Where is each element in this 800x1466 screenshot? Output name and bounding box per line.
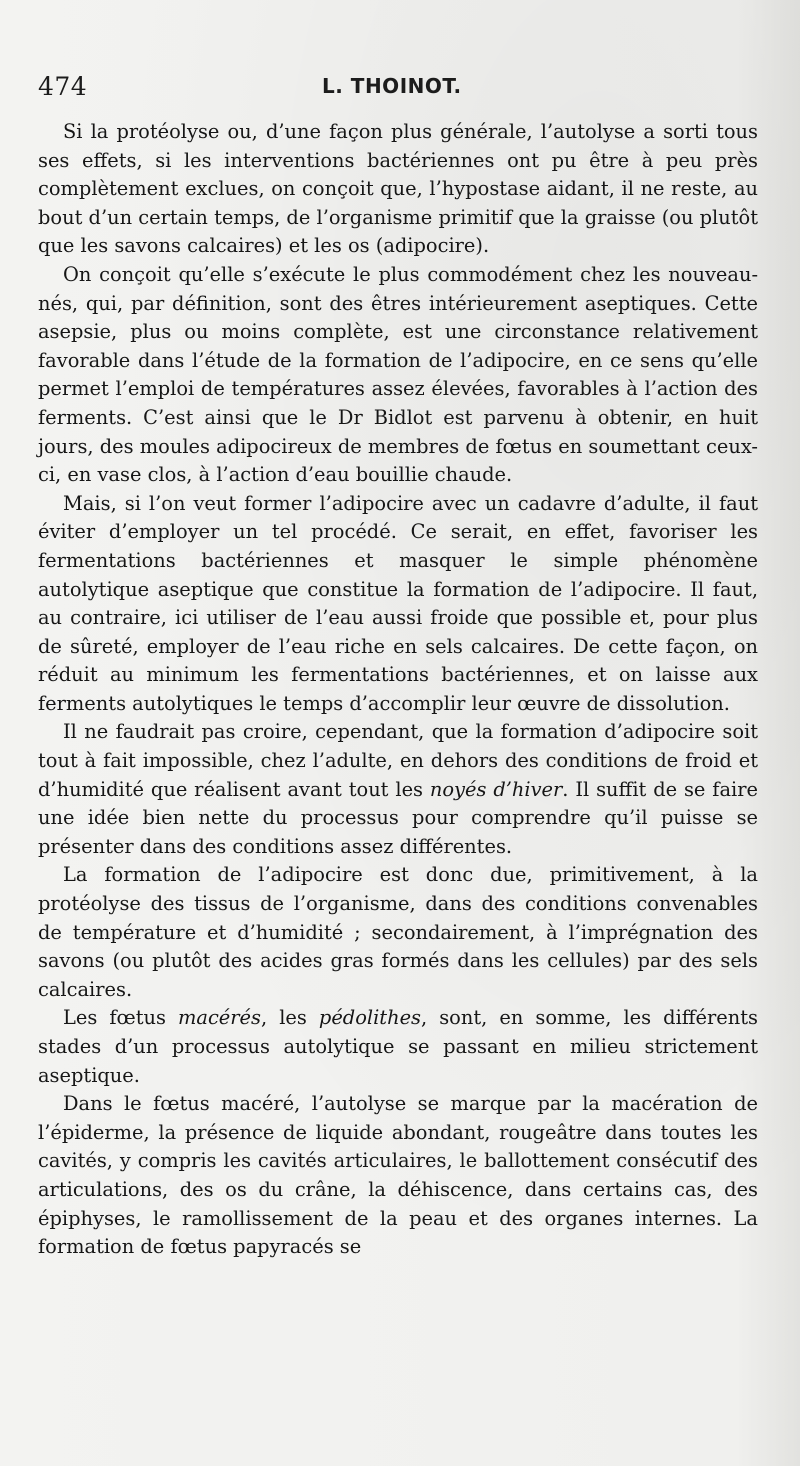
paragraph <box>38 718 758 861</box>
page-header <box>38 72 760 106</box>
text-run: Les fœtus <box>63 1006 178 1030</box>
paragraph <box>38 261 758 490</box>
text-run: Dans le fœtus macéré, l’autolyse se marque par la macération de l’épiderme, la présence de liquide abondant, rougeâtre dans toutes les cavités, y compris les cavités articulaires, le ballottement consécutif des articulations, des os du crâne, la déhiscence, dans certains cas, des épiphyses, le ramollissement de la peau et des organes internes. La formation de fœtus papyracés se <box>38 1092 758 1259</box>
text-run: Si la protéolyse ou, d’une façon plus générale, l’autolyse a sorti tous ses effets, si les interventions bactériennes ont pu être à peu près complètement exclues, on conçoit que, l’hypostase aidant, il ne reste, au bout d’un certain temps, de l’organisme primitif que la graisse (ou plutôt que les savons calcaires) et les os (adipocire). <box>38 120 758 258</box>
italic-text: macérés <box>178 1006 261 1030</box>
text-run: Mais, si l’on veut former l’adipocire avec un cadavre d’adulte, il faut éviter d’employer un tel procédé. Ce serait, en effet, favoriser les fermentations bactériennes et masquer le simple phénomène autolytique aseptique que constitue la formation de l’adipocire. Il faut, au contraire, ici utiliser de l’eau aussi froide que possible et, pour plus de sûreté, employer de l’eau riche en sels calcaires. De cette façon, on réduit au minimum les fermentations bactériennes, et on laisse aux ferments autolytiques le temps d’accomplir leur œuvre de dissolution. <box>38 491 758 715</box>
page-number: 474 <box>38 72 88 101</box>
text-run: , les <box>260 1006 319 1030</box>
paragraph <box>38 1004 758 1090</box>
italic-text: pédolithes <box>318 1006 421 1030</box>
body-text <box>38 118 758 1262</box>
text-run: Il ne faudrait pas croire, cependant, que la formation d’adipocire soit tout à fait impossible, chez l’adulte, en dehors des conditions de froid et d’humidité que réalisent avant tout les <box>38 720 758 801</box>
text-run: . Il suffit de se faire une idée bien nette du processus pour comprendre qu’il puisse se présenter dans des conditions assez différentes. <box>38 777 758 858</box>
paragraph <box>38 861 758 1004</box>
paragraph <box>38 118 758 261</box>
text-run: La formation de l’adipocire est donc due, primitivement, à la protéolyse des tissus de l’organisme, dans des conditions convenables de température et d’humidité ; secondairement, à l’imprégnation des savons (ou plutôt des acides gras formés dans les cellules) par des sels calcaires. <box>38 863 758 1001</box>
paragraph <box>38 490 758 719</box>
running-head: L. THOINOT. <box>322 74 462 98</box>
paragraph <box>38 1090 758 1262</box>
italic-text: noyés d’hiver <box>429 777 563 801</box>
text-run: On conçoit qu’elle s’exécute le plus commodément chez les nouveau-nés, qui, par définition, sont des êtres intérieurement aseptiques. Cette asepsie, plus ou moins complète, est une circonstance relativement favorable dans l’étude de la formation de l’adipocire, en ce sens qu’elle permet l’emploi de températures assez élevées, favorables à l’action des ferments. C’est ainsi que le Dr Bidlot est parvenu à obtenir, en huit jours, des moules adipocireux de membres de fœtus en soumettant ceux-ci, en vase clos, à l’action d’eau bouillie chaude. <box>38 262 758 487</box>
text-run: , sont, en somme, les différents stades d’un processus autolytique se passant en milieu strictement aseptique. <box>38 1006 758 1087</box>
